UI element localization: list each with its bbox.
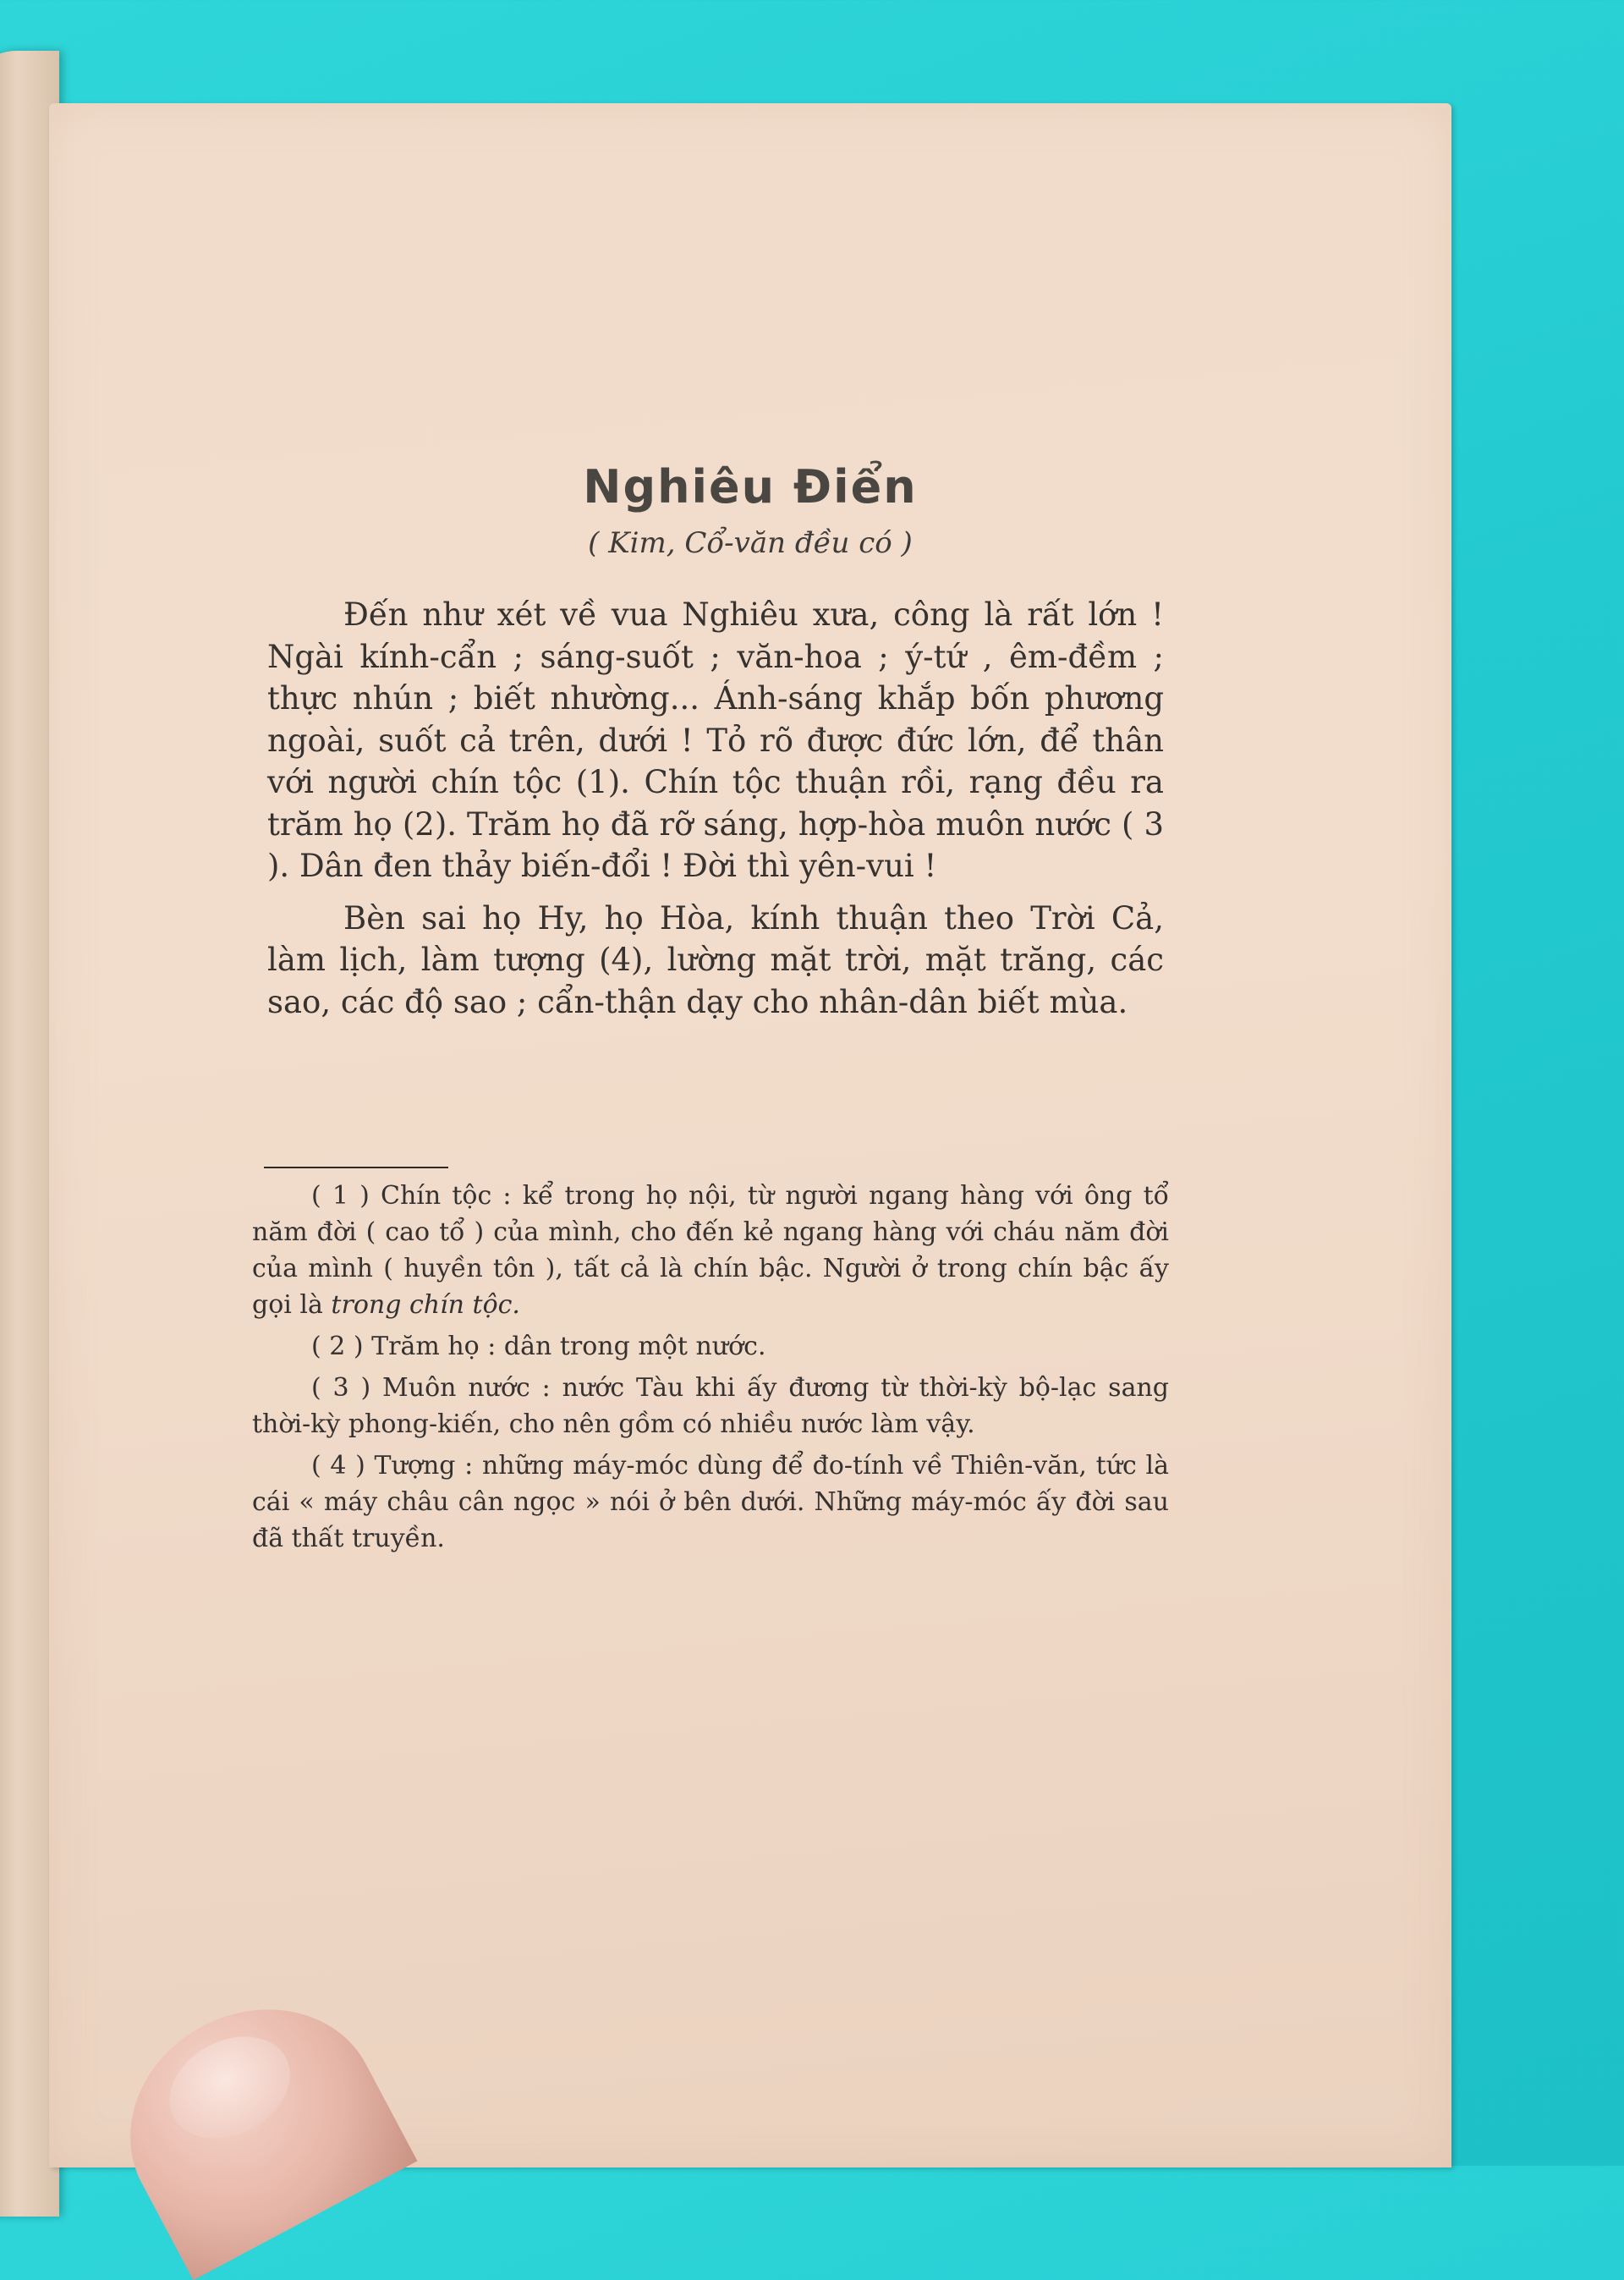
footnote-divider xyxy=(264,1167,448,1168)
paragraph-2: Bèn sai họ Hy, họ Hòa, kính thuận theo Trời Cả, làm lịch, làm tượng (4), lường mặt trời, mặt trăng, các sao, các độ sao ; cẩn-thận dạy cho nhân-dân biết mùa. xyxy=(267,899,1164,1020)
page-title: Nghiêu Điển xyxy=(583,460,918,514)
footnote-1-italic: trong chín tộc. xyxy=(331,1290,520,1320)
footnote-3: ( 3 ) Muôn nước : nước Tàu khi ấy đương từ thời-kỳ bộ-lạc sang thời-kỳ phong-kiến, cho nên gồm có nhiều nước làm vậy. xyxy=(252,1373,1169,1439)
footnotes xyxy=(252,1178,1169,1562)
paragraph-1: Đến như xét về vua Nghiêu xưa, công là rất lớn ! Ngài kính-cẩn ; sáng-suốt ; văn-hoa ; ý-tứ , êm-đềm ; thực nhún ; biết nhường... Ánh-sáng khắp bốn phương ngoài, suốt cả trên, dưới ! Tỏ rõ được đức lớn, để thân với người chín tộc (1). Chín tộc thuận rồi, rạng đều ra trăm họ (2). Trăm họ đã rỡ sáng, hợp-hòa muôn nước ( 3 ). Dân đen thảy biến-đổi ! Đời thì yên-vui ! xyxy=(267,596,1164,884)
book-page xyxy=(49,103,1451,2167)
page-subtitle: ( Kim, Cổ-văn đều có ) xyxy=(588,526,913,560)
footnote-1-text: ( 1 ) Chín tộc : kể trong họ nội, từ người ngang hàng với ông tổ năm đời ( cao tổ ) của mình, cho đến kẻ ngang hàng với cháu năm đời của mình ( huyền tôn ), tất cả là chín bậc. Người ở trong chín bậc ấy gọi là xyxy=(252,1181,1169,1320)
footnote-1 xyxy=(252,1178,1169,1323)
footnote-2: ( 2 ) Trăm họ : dân trong một nước. xyxy=(311,1332,766,1361)
footnote-4: ( 4 ) Tượng : những máy-móc dùng để đo-tính về Thiên-văn, tức là cái « máy châu cân ngọc » nói ở bên dưới. Những máy-móc ấy đời sau đã thất truyền. xyxy=(252,1451,1169,1553)
main-text xyxy=(267,594,1164,1033)
